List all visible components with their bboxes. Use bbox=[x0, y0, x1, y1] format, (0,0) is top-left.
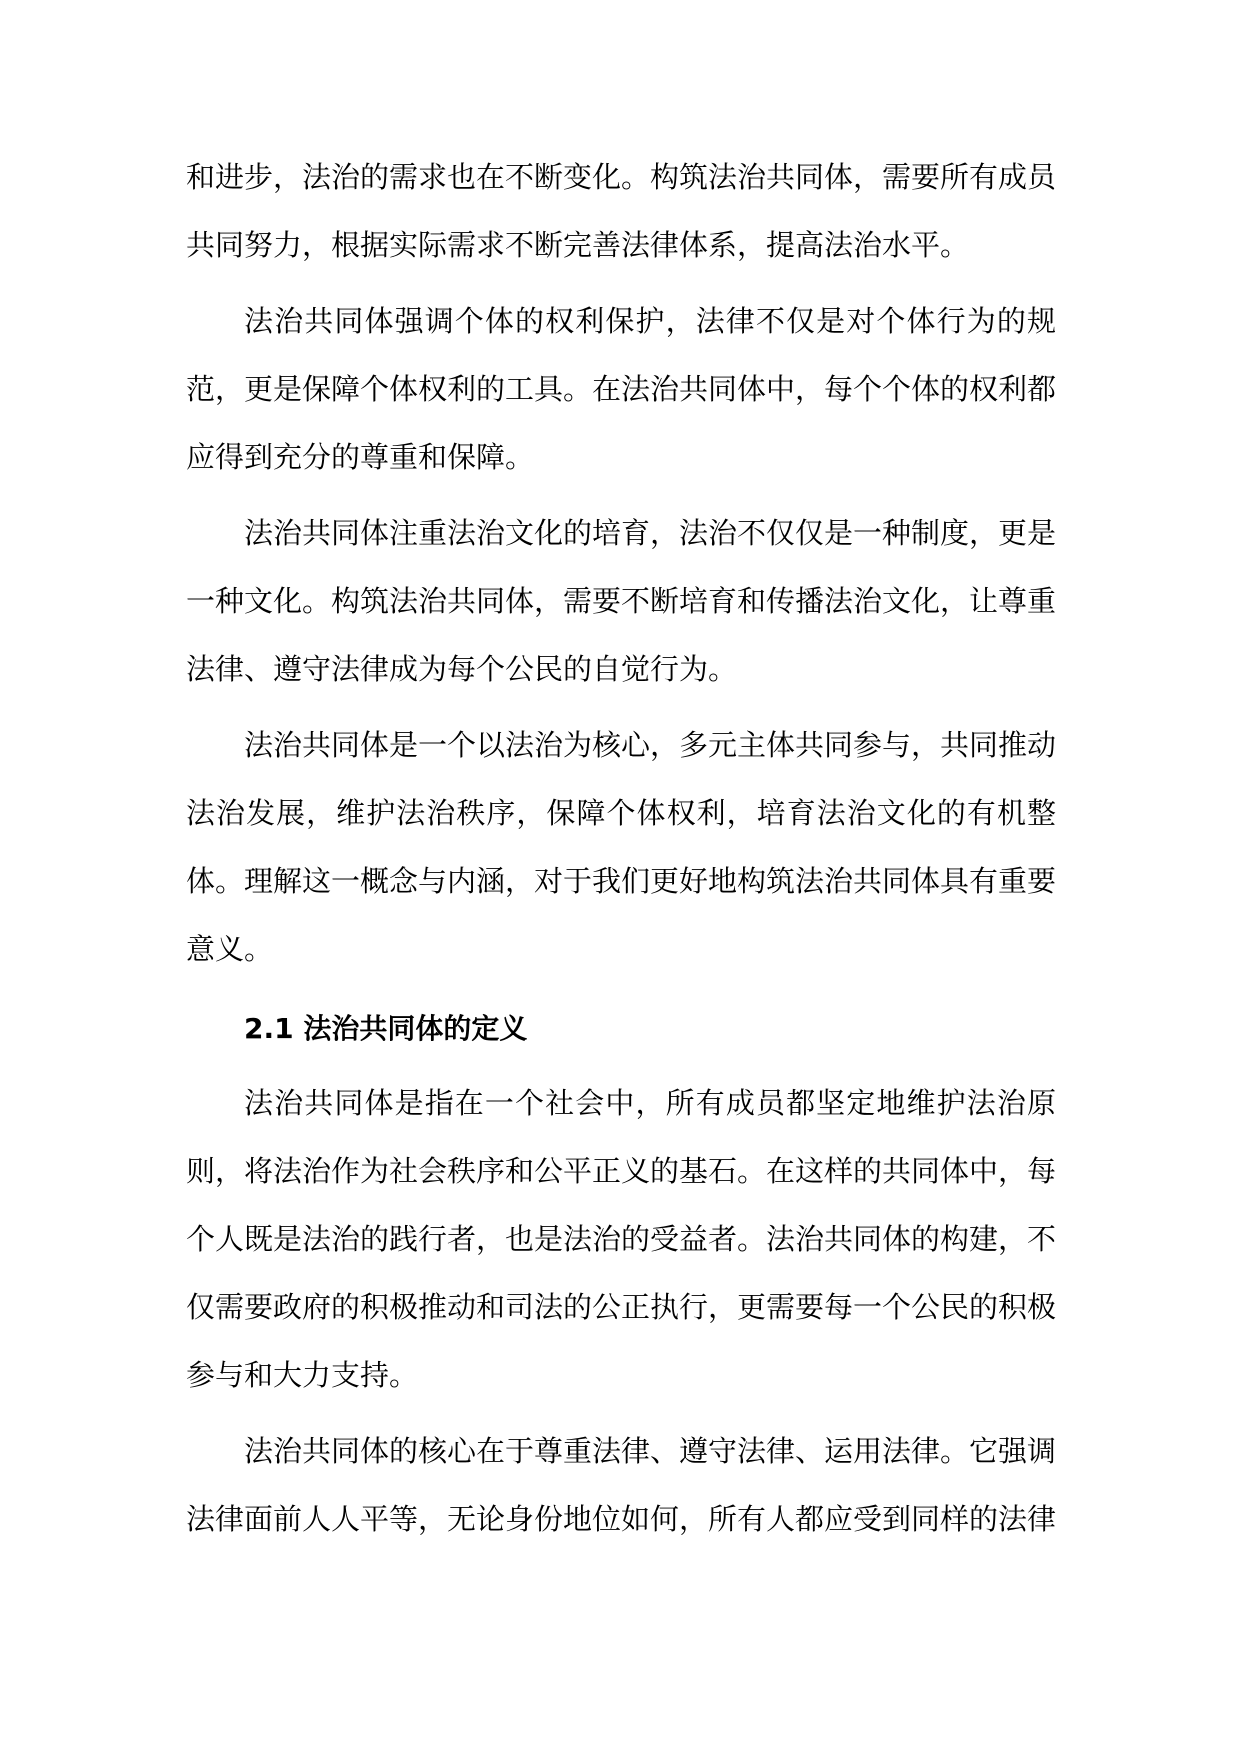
paragraph-definition: 法治共同体是指在一个社会中，所有成员都坚定地维护法治原则，将法治作为社会秩序和公平正义的基石。在这样的共同体中，每个人既是法治的践行者，也是法治的受益者。法治共同体的构建，不仅需要政府的积极推动和司法的公正执行，更需要每一个公民的积极参与和大力支持。 bbox=[186, 1086, 1057, 1392]
paragraph-legal-culture: 法治共同体注重法治文化的培育，法治不仅仅是一种制度，更是一种文化。构筑法治共同体，需要不断培育和传播法治文化，让尊重法律、遵守法律成为每个公民的自觉行为。 bbox=[186, 516, 1057, 686]
section-heading: 2.1 法治共同体的定义 bbox=[244, 1012, 528, 1045]
paragraph-core: 法治共同体的核心在于尊重法律、遵守法律、运用法律。它强调法律面前人人平等，无论身份地位如何，所有人都应受到同样的法律 bbox=[186, 1434, 1057, 1536]
paragraph-continued: 和进步，法治的需求也在不断变化。构筑法治共同体，需要所有成员共同努力，根据实际需求不断完善法律体系，提高法治水平。 bbox=[186, 160, 1057, 262]
paragraph-rights-protection: 法治共同体强调个体的权利保护，法律不仅是对个体行为的规范，更是保障个体权利的工具。在法治共同体中，每个个体的权利都应得到充分的尊重和保障。 bbox=[186, 304, 1057, 474]
paragraph-summary: 法治共同体是一个以法治为核心，多元主体共同参与，共同推动法治发展，维护法治秩序，保障个体权利，培育法治文化的有机整体。理解这一概念与内涵，对于我们更好地构筑法治共同体具有重要意义。 bbox=[186, 728, 1057, 966]
document-body bbox=[186, 143, 1056, 1561]
